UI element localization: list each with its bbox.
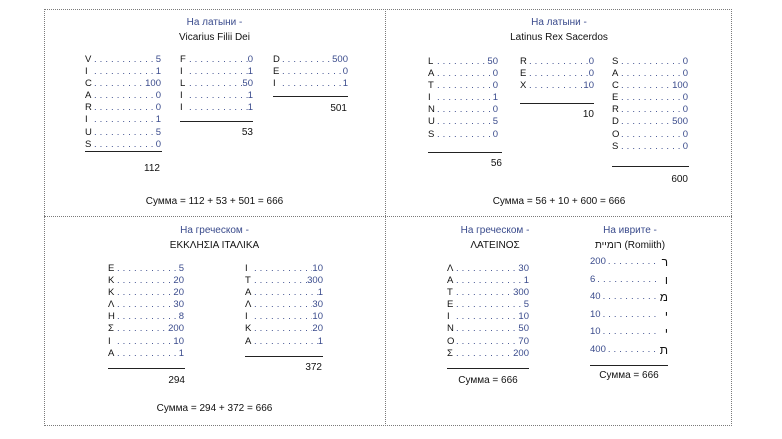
value-row — [590, 326, 668, 344]
value-row — [612, 56, 688, 68]
letter: Ι — [447, 311, 450, 323]
dot-leader — [189, 54, 248, 66]
numeric-value: 0 — [247, 54, 253, 65]
panel-latin-1-title: На латыни - — [186, 17, 243, 28]
letter: Ι — [245, 311, 248, 323]
letter: T — [428, 80, 434, 92]
numeric-value: 0 — [682, 92, 688, 104]
numeric-value: 10 — [312, 311, 323, 323]
column-total: 600 — [671, 174, 688, 185]
letter-column-filii — [180, 54, 253, 114]
letter: L — [180, 78, 186, 90]
dot-leader — [456, 311, 518, 323]
dot-leader — [621, 80, 672, 92]
dot-leader — [189, 66, 248, 78]
hebrew-letter: ו — [664, 272, 668, 287]
dot-leader — [437, 92, 493, 104]
dot-leader — [94, 102, 156, 114]
dot-leader — [437, 129, 493, 141]
letter: F — [180, 54, 186, 65]
dot-leader — [254, 336, 318, 348]
numeric-value: 10 — [518, 311, 529, 323]
dot-leader — [621, 92, 683, 104]
value-row — [590, 256, 668, 274]
dot-leader — [254, 263, 312, 275]
panel-greek-2-subtitle: ΛΑΤΕΙΝΟΣ — [470, 240, 520, 251]
numeric-value: 20 — [173, 287, 184, 299]
letter: L — [428, 56, 434, 67]
value-row — [245, 275, 323, 287]
numeric-value: 0 — [492, 68, 498, 80]
numeric-value: 0 — [682, 68, 688, 80]
letter: C — [612, 80, 619, 92]
dot-leader — [608, 344, 658, 362]
sum-line — [447, 368, 529, 369]
numeric-value: 0 — [492, 128, 498, 140]
numeric-value: 0 — [492, 80, 498, 92]
dot-leader — [621, 68, 683, 80]
letter: X — [520, 80, 527, 92]
sum-line — [85, 151, 162, 152]
letter: Ι — [108, 335, 111, 347]
value-row — [245, 287, 323, 299]
dot-leader — [608, 256, 658, 274]
dot-leader — [94, 114, 156, 126]
letter: R — [520, 56, 527, 67]
numeric-value: 200 — [168, 323, 184, 335]
sum-formula: Сумма = 56 + 10 + 600 = 666 — [492, 196, 626, 207]
letter-column-dei — [273, 54, 348, 90]
letter: O — [612, 128, 620, 140]
letter: Σ — [447, 347, 453, 359]
dot-leader — [117, 275, 173, 287]
value-row — [85, 66, 161, 78]
numeric-value: 10 — [173, 335, 184, 347]
numeric-value: 200 — [590, 256, 606, 267]
value-row — [180, 102, 253, 114]
letter: N — [428, 104, 435, 116]
numeric-value: 1 — [247, 66, 253, 78]
vertical-divider — [385, 9, 386, 426]
letter-column-latinus — [428, 56, 498, 141]
numeric-value: 0 — [588, 56, 594, 67]
column-total: 501 — [330, 103, 347, 114]
value-row — [520, 80, 594, 92]
numeric-value: 0 — [588, 68, 594, 80]
hebrew-letter: ת — [659, 342, 668, 357]
value-row — [612, 68, 688, 80]
dot-leader — [621, 104, 683, 116]
numeric-value: 300 — [307, 275, 323, 287]
value-row — [447, 311, 529, 323]
numeric-value: 70 — [518, 335, 529, 347]
letter: U — [428, 116, 435, 128]
dot-leader — [254, 323, 312, 335]
value-row — [108, 323, 184, 335]
hebrew-letter: י — [664, 325, 668, 339]
dot-leader — [437, 116, 493, 128]
value-row — [245, 336, 323, 348]
numeric-value: 0 — [155, 102, 161, 114]
value-row — [612, 92, 688, 104]
letter: I — [180, 90, 183, 102]
value-row — [245, 323, 323, 335]
sum-formula: Сумма = 666 — [458, 375, 518, 386]
value-row — [85, 78, 161, 90]
value-row — [520, 56, 594, 68]
value-row — [428, 104, 498, 116]
letter-column-ekklesia — [108, 263, 184, 360]
numeric-value: 10 — [590, 308, 601, 320]
column-total: 53 — [241, 127, 253, 138]
numeric-value: 20 — [173, 275, 184, 287]
letter: I — [85, 114, 88, 126]
value-row — [108, 348, 184, 360]
dot-leader — [94, 78, 145, 90]
numeric-value: 1 — [492, 92, 498, 104]
numeric-value: 0 — [492, 104, 498, 116]
numeric-value: 5 — [492, 116, 498, 128]
dot-leader — [282, 54, 332, 66]
dot-leader — [621, 116, 672, 128]
value-row — [85, 139, 161, 151]
letter: E — [273, 66, 280, 78]
value-row — [428, 56, 498, 68]
value-row — [108, 263, 184, 275]
numeric-value: 20 — [312, 323, 323, 335]
letter: E — [612, 92, 619, 104]
numeric-value: 0 — [682, 128, 688, 140]
letter: A — [85, 90, 92, 102]
letter: Σ — [108, 323, 114, 335]
value-row — [590, 291, 668, 309]
letter: A — [428, 68, 435, 80]
value-row — [612, 116, 688, 128]
value-row — [85, 54, 161, 66]
value-row — [85, 114, 161, 126]
letter: A — [612, 68, 619, 80]
dot-leader — [603, 309, 658, 327]
dot-leader — [621, 129, 683, 141]
dot-leader — [117, 348, 179, 360]
value-row — [273, 78, 348, 90]
letter: I — [180, 102, 183, 114]
numeric-value: 500 — [672, 116, 688, 128]
horizontal-divider — [44, 216, 732, 217]
letter: R — [85, 102, 92, 114]
numeric-value: 0 — [342, 66, 348, 78]
numeric-value: 1 — [247, 90, 253, 102]
value-row — [428, 129, 498, 141]
dot-leader — [282, 66, 343, 78]
dot-leader — [189, 78, 242, 90]
numeric-value: 0 — [155, 90, 161, 102]
column-total: 112 — [144, 163, 160, 174]
value-row — [273, 54, 348, 66]
numeric-value: 5 — [155, 54, 161, 65]
hebrew-letter: ר — [661, 255, 668, 269]
numeric-value: 50 — [518, 323, 529, 335]
sum-line — [520, 103, 594, 104]
panel-latin-1-subtitle: Vicarius Filii Dei — [179, 32, 250, 43]
letter: I — [428, 92, 431, 104]
numeric-value: 0 — [682, 104, 688, 116]
numeric-value: 1 — [155, 114, 161, 126]
numeric-value: 1 — [155, 66, 161, 78]
dot-leader — [529, 56, 589, 68]
dot-leader — [94, 54, 156, 66]
sum-line — [180, 121, 253, 122]
dot-leader — [117, 287, 173, 299]
value-row — [590, 309, 668, 327]
letter: Κ — [245, 323, 252, 335]
value-row — [108, 275, 184, 287]
column-total: 372 — [305, 362, 322, 373]
numeric-value: 400 — [590, 343, 606, 355]
sum-line — [108, 368, 185, 369]
sum-formula: Сумма = 666 — [599, 370, 659, 381]
dot-leader — [117, 323, 168, 335]
hebrew-letter: מ — [659, 290, 668, 304]
numeric-value: 1 — [178, 347, 184, 359]
dot-leader — [117, 263, 179, 275]
numeric-value: 500 — [332, 54, 348, 65]
dot-leader — [456, 275, 524, 287]
value-row — [85, 102, 161, 114]
letter: Κ — [108, 287, 115, 299]
dot-leader — [456, 348, 513, 360]
value-row — [180, 78, 253, 90]
dot-leader — [254, 299, 312, 311]
numeric-value: 300 — [513, 287, 529, 299]
numeric-value: 200 — [513, 347, 529, 359]
letter-column-romiith — [590, 256, 668, 361]
value-row — [447, 287, 529, 299]
sum-line — [612, 166, 689, 167]
value-row — [108, 299, 184, 311]
numeric-value: 1 — [317, 335, 323, 347]
value-row — [590, 274, 668, 292]
letter: E — [520, 68, 527, 80]
numeric-value: 100 — [672, 80, 688, 92]
value-row — [612, 129, 688, 141]
value-row — [590, 344, 668, 362]
numeric-value: 40 — [590, 291, 601, 302]
dot-leader — [456, 336, 518, 348]
numeric-value: 0 — [155, 138, 161, 150]
numeric-value: 0 — [682, 56, 688, 67]
dot-leader — [621, 56, 683, 68]
letter: Η — [108, 311, 115, 323]
dot-leader — [456, 323, 518, 335]
dot-leader — [94, 66, 156, 78]
letter-column-rex — [520, 56, 594, 92]
value-row — [447, 299, 529, 311]
value-row — [520, 68, 594, 80]
dot-leader — [437, 68, 493, 80]
dot-leader — [437, 56, 487, 68]
dot-leader — [117, 336, 173, 348]
hebrew-letter: י — [664, 307, 668, 322]
numeric-value: 0 — [682, 140, 688, 152]
numeric-value: 50 — [487, 56, 498, 67]
numeric-value: 1 — [317, 287, 323, 299]
value-row — [612, 104, 688, 116]
letter: Τ — [245, 275, 251, 287]
letter: Α — [108, 347, 115, 359]
letter: Λ — [447, 263, 454, 274]
letter: U — [85, 126, 92, 138]
letter: S — [612, 140, 619, 152]
letter: D — [273, 54, 280, 65]
letter: S — [612, 56, 619, 67]
value-row — [85, 90, 161, 102]
letter: V — [85, 54, 92, 65]
dot-leader — [254, 287, 318, 299]
letter: R — [612, 104, 619, 116]
sum-formula: Сумма = 112 + 53 + 501 = 666 — [145, 196, 284, 207]
panel-latin-2-title: На латыни - — [531, 17, 587, 28]
numeric-value: 1 — [247, 102, 253, 114]
letter: Α — [447, 275, 454, 287]
value-row — [245, 263, 323, 275]
dot-leader — [254, 311, 312, 323]
dot-leader — [437, 80, 493, 92]
column-total: 10 — [582, 109, 594, 120]
numeric-value: 100 — [145, 78, 161, 90]
value-row — [180, 54, 253, 66]
numeric-value: 30 — [173, 299, 184, 311]
letter-column-lateinos — [447, 263, 529, 360]
numeric-value: 10 — [583, 80, 594, 92]
numeric-value: 5 — [178, 263, 184, 274]
dot-leader — [189, 90, 248, 102]
dot-leader — [117, 311, 179, 323]
letter: I — [180, 66, 183, 78]
letter: Λ — [245, 299, 252, 311]
numeric-value: 1 — [342, 78, 348, 90]
numeric-value: 10 — [590, 326, 601, 337]
dot-leader — [254, 275, 307, 287]
letter: Κ — [108, 275, 115, 287]
value-row — [428, 80, 498, 92]
sum-line — [273, 96, 348, 97]
value-row — [447, 348, 529, 360]
dot-leader — [597, 274, 658, 292]
letter: Α — [245, 335, 252, 347]
value-row — [245, 311, 323, 323]
letter: S — [85, 138, 92, 150]
value-row — [447, 323, 529, 335]
column-total: 294 — [168, 375, 185, 386]
dot-leader — [456, 299, 524, 311]
letter: Ι — [245, 263, 248, 274]
numeric-value: 30 — [312, 299, 323, 311]
dot-leader — [282, 78, 343, 90]
value-row — [180, 66, 253, 78]
value-row — [447, 336, 529, 348]
letter-column-vicarius — [85, 54, 161, 151]
dot-leader — [529, 68, 589, 80]
value-row — [273, 66, 348, 78]
letter: I — [85, 66, 88, 78]
value-row — [108, 336, 184, 348]
value-row — [428, 68, 498, 80]
dot-leader — [529, 80, 583, 92]
sum-formula: Сумма = 294 + 372 = 666 — [156, 403, 273, 414]
panel-greek-1-subtitle: ΕΚΚΛΗΣΙΑ ΙΤΑΛΙΚΑ — [169, 240, 260, 251]
value-row — [108, 287, 184, 299]
value-row — [447, 275, 529, 287]
letter: Ε — [447, 299, 454, 311]
letter: Ε — [108, 263, 115, 274]
numeric-value: 30 — [518, 263, 529, 274]
letter: Ο — [447, 335, 455, 347]
dot-leader — [94, 90, 156, 102]
value-row — [612, 80, 688, 92]
dot-leader — [94, 127, 156, 139]
sum-line — [428, 152, 502, 153]
letter: S — [428, 128, 435, 140]
numeric-value: 5 — [523, 299, 529, 311]
dot-leader — [437, 104, 493, 116]
letter-column-italika — [245, 263, 323, 348]
dot-leader — [603, 291, 658, 309]
dot-leader — [189, 102, 248, 114]
panel-greek-2-title: На греческом - — [460, 225, 530, 236]
dot-leader — [456, 263, 518, 275]
panel-hebrew-title: На иврите - — [603, 225, 657, 236]
letter-column-sacerdos — [612, 56, 688, 153]
value-row — [180, 90, 253, 102]
dot-leader — [621, 141, 683, 153]
value-row — [108, 311, 184, 323]
letter: Λ — [108, 299, 115, 311]
letter: Τ — [447, 287, 453, 299]
value-row — [612, 141, 688, 153]
numeric-value: 8 — [178, 311, 184, 323]
letter: Ν — [447, 323, 454, 335]
letter: D — [612, 116, 619, 128]
panel-latin-2-subtitle: Latinus Rex Sacerdos — [510, 32, 608, 43]
sum-line — [245, 356, 323, 357]
value-row — [85, 127, 161, 139]
dot-leader — [456, 287, 513, 299]
value-row — [245, 299, 323, 311]
numeric-value: 5 — [155, 126, 161, 138]
panel-hebrew-subtitle: רומיית (Romiith) — [594, 240, 666, 251]
value-row — [428, 92, 498, 104]
numeric-value: 6 — [590, 273, 596, 285]
panel-greek-1-title: На греческом - — [180, 225, 249, 236]
numeric-value: 10 — [312, 263, 323, 274]
value-row — [447, 263, 529, 275]
column-total: 56 — [490, 158, 502, 169]
value-row — [428, 116, 498, 128]
letter: C — [85, 78, 92, 90]
dot-leader — [603, 326, 658, 344]
letter: I — [273, 78, 276, 90]
numeric-value: 50 — [242, 78, 253, 90]
dot-leader — [117, 299, 173, 311]
numeric-value: 1 — [523, 275, 529, 287]
letter: Α — [245, 287, 252, 299]
sum-line — [590, 365, 668, 366]
dot-leader — [94, 139, 156, 151]
